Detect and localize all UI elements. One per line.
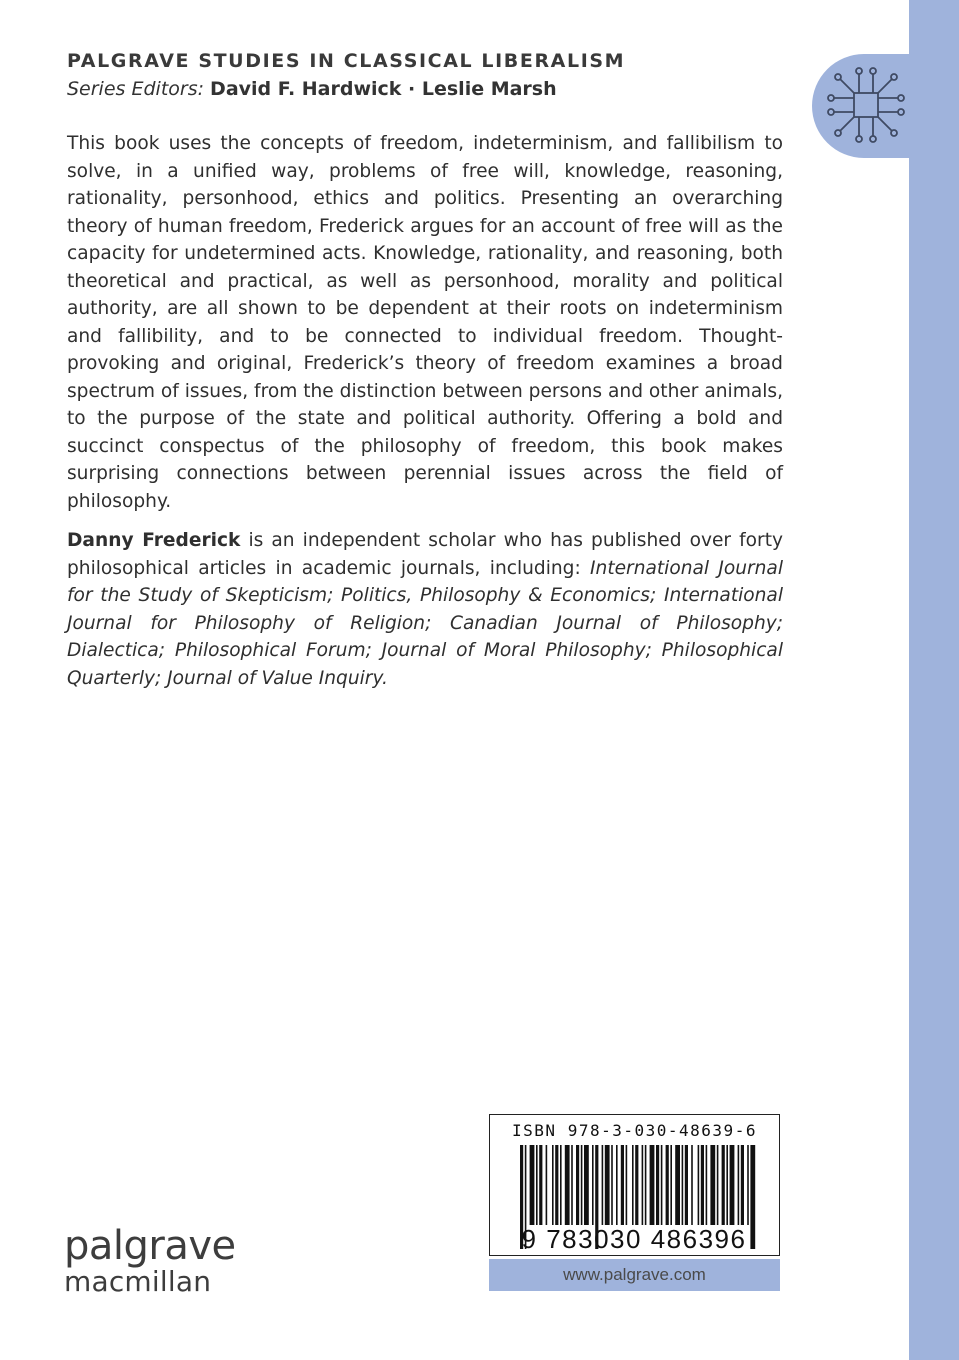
barcode-icon (502, 1145, 767, 1251)
network-node-emblem-icon (812, 54, 952, 158)
publisher-logo-line1: palgrave (64, 1223, 236, 1269)
isbn-label: ISBN 978-3-030-48639-6 (512, 1121, 757, 1140)
series-title: PALGRAVE STUDIES IN CLASSICAL LIBERALISM (67, 50, 626, 72)
cover-spine-band (909, 0, 959, 1360)
book-description: This book uses the concepts of freedom, indeterminism, and fallibilism to solve, in a unified way, problems of free will, knowledge, reasoning, rationality, personhood, ethics and politics. Presenting an overarching theory of human freedom, Frederick argues for an account of free will as the capacity for undetermined acts. Knowledge, rationality, and reasoning, both theoretical and practical, as well as personhood, morality and political authority, are all shown to be dependent at their roots on indeterminism and fallibility, and to be connected to individual freedom. Thought-provoking and original, Frederick’s theory of freedom examines a broad spectrum of issues, from the distinction between persons and other animals, to the purpose of the state and political authority. Offering a bold and succinct conspectus of the philosophy of freedom, this book makes surprising connections between perennial issues across the field of philosophy. (67, 133, 783, 512)
author-bio-paragraph (67, 527, 783, 692)
series-editors-label: Series Editors: (67, 78, 204, 100)
author-name: Danny Frederick (67, 530, 241, 551)
series-editors (67, 78, 557, 100)
isbn-barcode (489, 1114, 780, 1256)
barcode-digits: 9 783030 486396 (521, 1224, 747, 1251)
journal-list: International Journal for the Study of Skepticism; Politics, Philosophy & Economics; International Journal for Philosophy of Religion; Canadian Journal of Philosophy; Dialectica; Philosophical Forum; Journal of Moral Philosophy; Philosophical Quarterly; Journal of Value Inquiry. (67, 557, 783, 689)
series-editors-names: David F. Hardwick · Leslie Marsh (210, 78, 557, 100)
back-cover-blurb (67, 130, 783, 704)
author-bio: is an independent scholar who has published over forty philosophical articles in academic journals, including: (67, 530, 783, 579)
publisher-logo (64, 1223, 236, 1298)
publisher-logo-line2: macmillan (64, 1265, 212, 1298)
website-link[interactable]: www.palgrave.com (563, 1265, 706, 1284)
website-bar (489, 1259, 780, 1291)
